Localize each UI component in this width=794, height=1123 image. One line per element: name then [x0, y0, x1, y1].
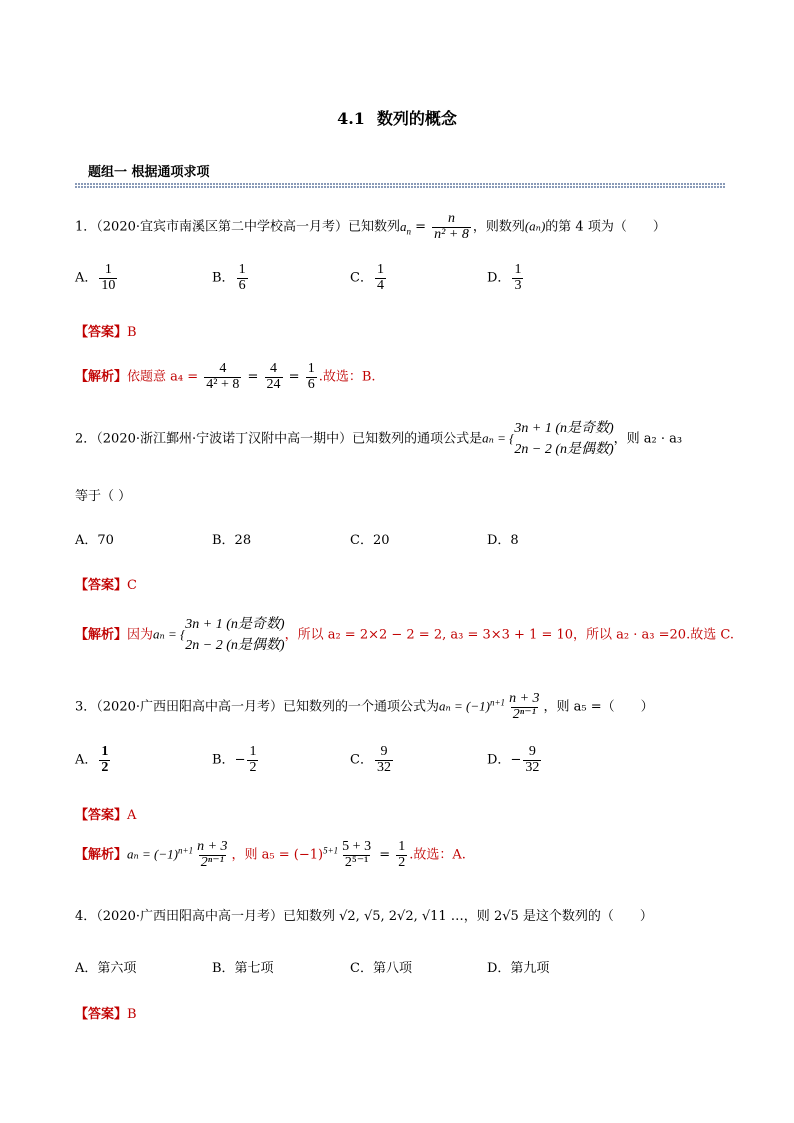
q1-num: n [448, 211, 455, 226]
q1-answer [75, 321, 137, 340]
q2-stem-text: 2．（2020·浙江鄞州·宁波诺丁汉附中高一期中）已知数列的通项公式是 [75, 431, 483, 447]
q1-seq: (aₙ) [524, 218, 546, 234]
q3-analysis [75, 840, 466, 870]
frac-den: 6 [307, 376, 315, 392]
q1-option-d [487, 263, 525, 293]
frac-den: 2 [398, 854, 406, 870]
q3-lhs: aₙ = (−1) [439, 698, 490, 714]
analysis-end: ，所以 a₂ = 2×2 − 2 = 2, a₃ = 3×3 + 1 = 10，所以 a₂ · a₃ =20.故选 C. [284, 627, 734, 643]
analysis-mid: ，则 a₅ = (−1) [231, 847, 324, 863]
option-label: C． [350, 270, 373, 286]
q1-formula-sub: n [406, 226, 411, 237]
q3-stem-b: ，则 a₅ =（ ） [543, 699, 654, 715]
q2-analysis [75, 614, 734, 656]
q1-den: n² + 8 [434, 226, 469, 242]
analysis-end: .故选：B. [318, 369, 376, 385]
option-label: A． [75, 752, 98, 768]
option-fraction [512, 263, 523, 293]
frac-num: n + 3 [509, 691, 540, 706]
equals: = [375, 847, 395, 863]
option-num: 1 [376, 262, 384, 277]
q4-option-d: D．第九项 [487, 961, 550, 976]
option-label: D． [487, 752, 511, 768]
frac-den: 2ⁿ⁻¹ [512, 706, 536, 722]
answer-tag: 【答案】 [75, 1007, 128, 1022]
page-title [0, 106, 794, 129]
case-even: 2n − 2 (n是偶数) [514, 442, 614, 457]
frac-den: 2ⁿ⁻¹ [200, 854, 224, 870]
case-odd: 3n + 1 (n是奇数) [185, 617, 285, 632]
answer-value: B [127, 1007, 137, 1022]
frac-num: 4 [270, 361, 278, 376]
question-2-stem [75, 418, 682, 460]
frac-den: 2⁵⁻¹ [344, 854, 369, 870]
analysis-tag: 【解析】 [75, 627, 128, 643]
analysis-sup: n+1 [178, 845, 194, 856]
option-sign: − [510, 752, 522, 768]
answer-tag: 【答案】 [75, 578, 128, 593]
analysis-text: 依题意 a₄ = [127, 369, 203, 385]
q3-option-c [350, 745, 395, 775]
analysis-text: 因为 [127, 627, 154, 643]
q3-answer [75, 804, 136, 823]
frac-num: 1 [398, 839, 406, 854]
option-den: 3 [514, 277, 522, 293]
q2-option-d: D．8 [487, 533, 519, 548]
q4-option-b: B．第七项 [212, 961, 274, 976]
option-sign: − [234, 752, 246, 768]
analysis-cases [185, 614, 284, 656]
q4-option-a: A．第六项 [75, 961, 137, 976]
q3-option-b [212, 745, 260, 775]
analysis-tag: 【解析】 [75, 847, 128, 863]
option-den: 32 [525, 759, 540, 775]
q2-stem-cont: 等于（ ） [75, 489, 132, 504]
option-num: 1 [249, 744, 257, 759]
q2-answer [75, 574, 137, 593]
option-fraction [375, 263, 386, 293]
frac-num: n + 3 [197, 839, 228, 854]
option-den: 10 [101, 277, 116, 293]
frac-den: 24 [266, 376, 281, 392]
case-odd: 3n + 1 (n是奇数) [514, 421, 614, 436]
option-den: 6 [238, 277, 246, 293]
q3-option-a [75, 745, 112, 775]
q2-option-b: B．28 [212, 533, 252, 548]
frac-den: 4² + 8 [206, 376, 240, 392]
answer-tag: 【答案】 [75, 808, 128, 823]
q1-formula-fraction [432, 212, 471, 242]
q1-stem-text: 1．（2020·宜宾市南溪区第二中学校高一月考）已知数列 [75, 219, 400, 235]
q3-stem-text: 3．（2020·广西田阳高中高一月考）已知数列的一个通项公式为 [75, 699, 439, 715]
option-den: 2 [249, 759, 257, 775]
analysis-lhs: aₙ = { [153, 626, 186, 642]
frac-num: 4 [219, 361, 227, 376]
q1-stem-c: 的第 4 项为（ ） [545, 219, 666, 235]
case-even: 2n − 2 (n是偶数) [185, 638, 285, 653]
option-label: A． [75, 270, 98, 286]
q1-eq: = [411, 219, 431, 235]
question-1-stem [75, 212, 666, 242]
answer-value: C [127, 578, 137, 593]
option-den: 32 [376, 759, 391, 775]
option-label: D． [487, 270, 511, 286]
q2-lhs: aₙ = { [482, 430, 515, 446]
analysis-tag: 【解析】 [75, 369, 128, 385]
frac-num: 1 [307, 361, 315, 376]
option-num: 1 [238, 262, 246, 277]
topic-heading: 题组一 根据通项求项 [88, 165, 210, 180]
answer-value: B [127, 325, 137, 340]
option-den: 4 [376, 277, 384, 293]
option-num: 9 [380, 744, 388, 759]
option-fraction [237, 263, 248, 293]
option-label: B． [212, 752, 235, 768]
q3-sup: n+1 [489, 697, 506, 708]
q2-cases [514, 418, 613, 460]
q3-option-d [487, 745, 543, 775]
q1-option-a [75, 263, 119, 293]
option-num: 1 [104, 262, 112, 277]
option-num: 1 [514, 262, 522, 277]
q2-stem-b: ，则 a₂ · a₃ [613, 431, 683, 447]
q2-option-a: A．70 [75, 533, 114, 548]
option-num: 1 [101, 744, 109, 759]
q2-option-c: C．20 [350, 533, 390, 548]
option-num: 9 [528, 744, 536, 759]
question-4-stem: 4．（2020·广西田阳高中高一月考）已知数列 √2, √5, 2√2, √11 …，则 2√5 是这个数列的（ ） [75, 909, 653, 924]
q1-analysis: 【解析】依题意 a₄ = $\frac{4}{\text{4² + 8}}$ = $\frac{4}{24}$ = $\frac{1}{6}$ .故选：B. [75, 361, 376, 392]
q1-option-b [212, 263, 250, 293]
frac-num: 5 + 3 [342, 839, 372, 854]
analysis-sup2: 5+1 [323, 845, 339, 856]
analysis-lhs: aₙ = (−1) [127, 846, 178, 862]
q4-option-c: C．第八项 [350, 961, 412, 976]
option-label: C． [350, 752, 373, 768]
answer-tag: 【答案】 [75, 325, 128, 340]
divider [75, 183, 725, 188]
q4-answer [75, 1003, 137, 1022]
option-den: 2 [101, 759, 109, 775]
analysis-end: .故选：A. [409, 847, 466, 863]
section-title: 数列的概念 [376, 109, 457, 128]
option-label: B． [212, 270, 235, 286]
section-number: 4.1 [337, 109, 365, 128]
question-3-stem [75, 692, 654, 722]
q1-option-c [350, 263, 388, 293]
q1-formula-lhs: a [400, 218, 407, 234]
option-fraction [99, 263, 117, 293]
answer-value: A [127, 808, 137, 823]
q1-stem-b: ，则数列 [472, 219, 525, 235]
